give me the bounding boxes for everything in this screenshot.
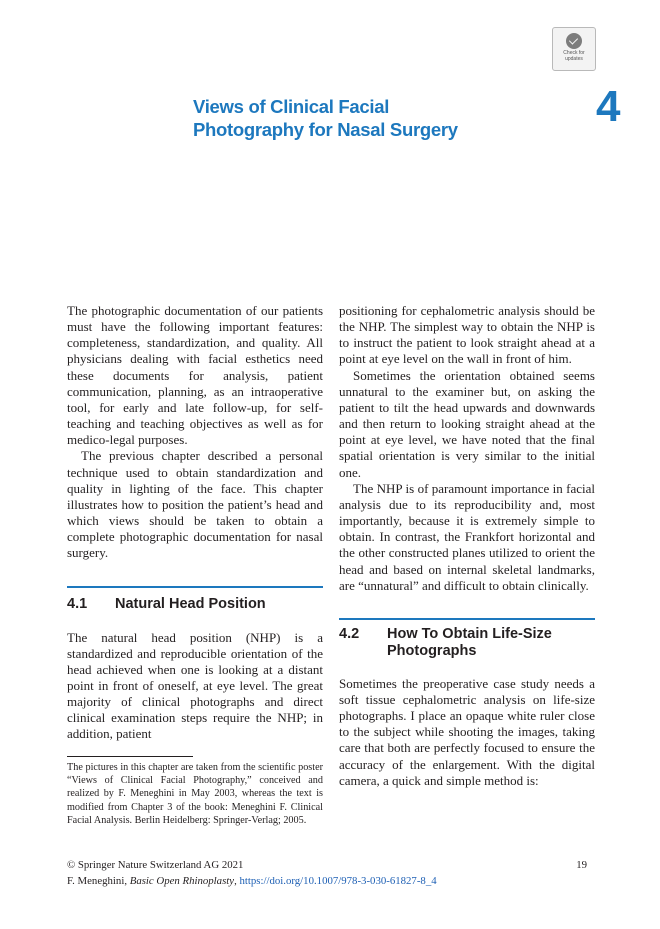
doi-link[interactable]: https://doi.org/10.1007/978-3-030-61827-8_4 [239, 875, 437, 887]
section-4-1-heading [67, 596, 323, 613]
section-4-1-rule [67, 586, 323, 588]
chapter-number: 4 [596, 82, 621, 131]
section-4-2-rule [339, 618, 595, 620]
left-column [67, 303, 323, 743]
copyright-line: © Springer Nature Switzerland AG 2021 [67, 859, 244, 871]
section-4-1-paragraph: The natural head position (NHP) is a standardized and reproducible orientation of the head achieved when one is looking at a distant point in front of oneself, at eye level. The great majority of clinical photographs and direct clinical examination steps require the NHP; in addition, patient [67, 629, 323, 742]
check-for-updates-badge[interactable] [552, 27, 596, 71]
section-4-2-number: 4.2 [339, 625, 360, 642]
footnote: The pictures in this chapter are taken from the scientific poster “Views of Clinical Facial Photography,” conceived and realized by F. Meneghini in May 2003, whereas the text is modified from Chapter 3 of the book: Meneghini F. Clinical Facial Analysis. Berlin Heidelberg: Springer-Verlag; 2005. [67, 762, 323, 826]
intro-paragraph-1: The photographic documentation of our patients must have the following important features: completeness, standardization, and quality. All physicians dealing with facial esthetics need these documents for analysis, patient communication, planning, as an intraoperative tool, for early and late follow-up, for self-teaching and teaching objectives as well as for medico-legal purposes. [67, 303, 323, 448]
citation-book-title: Basic Open Rhinoplasty [129, 875, 235, 887]
section-4-2-paragraph: Sometimes the preoperative case study needs a soft tissue cephalometric analysis on life-size photographs. I place an opaque white ruler close to the subject while shooting the images, taking care that both are perfectly focused to ensure the accuracy of the enlargement. With the digital camera, a quick and simple method is: [339, 675, 595, 788]
right-paragraph-1: positioning for cephalometric analysis should be the NHP. The simplest way to obtain the NHP is to instruct the patient to look straight ahead at a point at eye level on the wall in front of him. [339, 303, 595, 367]
citation-author: F. Meneghini, [67, 875, 130, 887]
chapter-title: Views of Clinical Facial Photography for Nasal Surgery [193, 96, 458, 140]
footnote-rule [67, 756, 193, 757]
check-for-updates-icon [566, 33, 582, 49]
check-for-updates-label: Check for updates [563, 50, 585, 62]
page-number: 19 [576, 859, 587, 871]
citation-line [67, 873, 587, 889]
section-4-2-heading [339, 626, 595, 660]
citation-separator: , [234, 875, 240, 887]
right-paragraph-2: Sometimes the orientation obtained seems unnatural to the examiner but, on asking the patient to tilt the head upwards and downwards and then return to looking straight ahead at the point at eye level, we have noted that the final spatial orientation is very similar to the initial one. [339, 367, 595, 480]
section-4-1-title: Natural Head Position [115, 595, 266, 612]
intro-paragraph-2: The previous chapter described a personal technique used to obtain standardization and quality in lighting of the face. This chapter illustrates how to position the patient’s head and which views should be taken to obtain a complete photographic documentation for nasal surgery. [67, 448, 323, 561]
right-paragraph-3: The NHP is of paramount importance in facial analysis due to its reproducibility and, most importantly, because it is extremely simple to obtain. In contrast, the Frankfort horizontal and the other constructed planes utilized to orient the head and based on internal skeletal landmarks, are “unnatural” and difficult to obtain clinically. [339, 480, 595, 593]
section-4-2-title: How To Obtain Life-Size Photographs [387, 625, 552, 659]
right-column [339, 303, 595, 789]
section-4-1-number: 4.1 [67, 595, 88, 612]
page-footer [67, 857, 587, 889]
